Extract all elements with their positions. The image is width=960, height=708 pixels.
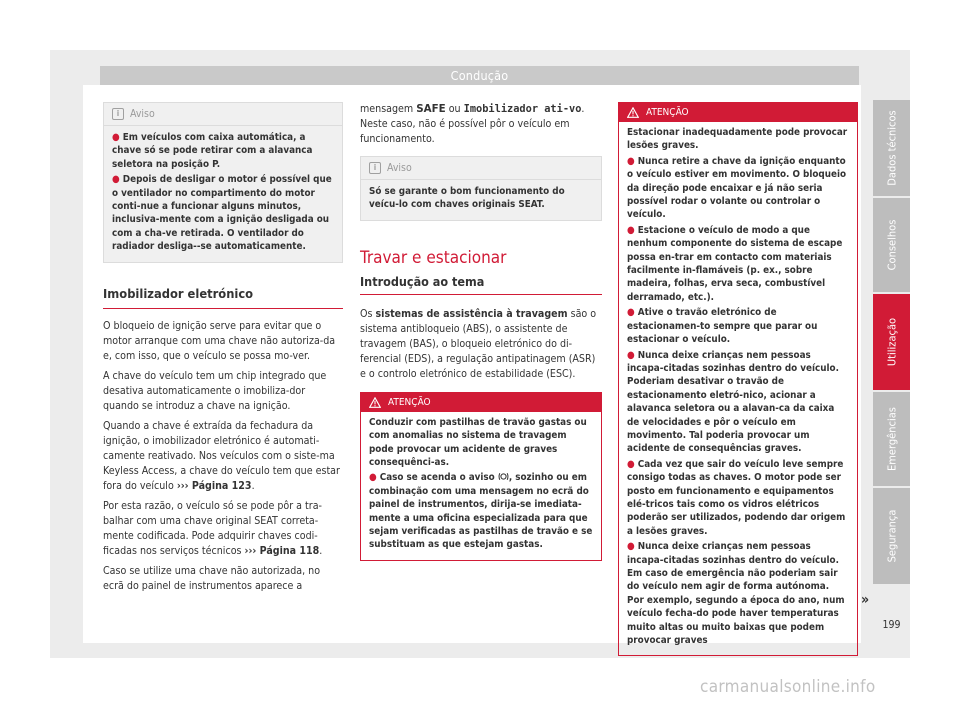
aviso-item: ● Depois de desligar o motor é possível que o ventilador no compartimento do motor conti-nue a funcionar alguns minutos, inclusiva-mente com a ignição desligada ou com a cha-ve retirada. O ventilador do radiador desliga--se automaticamente. <box>112 174 332 253</box>
info-icon: i <box>369 162 381 174</box>
atencao-title: ATENÇÃO <box>388 396 431 408</box>
paragraph: Quando a chave é extraída da fechadura da ignição, o imobilizador eletrónico é automati-camente reativado. Nos veículos com o siste-ma Keyless Access, a chave do veículo tem que estar fora do veículo ››› Página 123. <box>103 419 340 492</box>
aviso-body <box>361 179 601 220</box>
paragraph: O bloqueio de ignição serve para evitar que o motor arranque com uma chave não autoriza-da e, com isso, que o veículo se possa mo-ver. <box>103 319 336 362</box>
page-link[interactable]: ››› Página 123 <box>176 479 252 492</box>
atencao-title: ATENÇÃO <box>646 107 689 118</box>
warning-icon <box>369 397 381 408</box>
tab-emergencias[interactable]: Emergências <box>873 392 910 486</box>
continue-arrow-icon: » <box>861 592 870 608</box>
paragraph: Caso se utilize uma chave não autorizada, no ecrã do painel de instrumentos aparece a <box>103 564 321 592</box>
aviso-box <box>360 156 602 221</box>
tab-utilizacao[interactable]: Utilização <box>873 294 910 390</box>
subsection-title: Introdução ao tema <box>360 274 602 295</box>
paragraph: A chave do veículo tem um chip integrado que desativa automaticamente o imobiliza-dor quando se introduz a chave na ignição. <box>103 369 327 412</box>
atencao-intro: Conduzir com pastilhas de travão gastas ou com anomalias no sistema de travagem pode provocar um acidente de graves consequênci-as. <box>369 416 587 469</box>
column-2 <box>360 102 602 561</box>
atencao-item: ● Cada vez que sair do veículo leve sempre consigo todas as chaves. O motor pode ser posto em funcionamento e equipamentos elé-tricos tais como os vidros elétricos poderão ser utilizados, podendo dar origem a lesões graves. <box>627 458 846 537</box>
page-header-title: Condução <box>450 68 509 83</box>
warning-icon <box>627 107 639 118</box>
aviso-title: Aviso <box>130 107 155 120</box>
atencao-body <box>361 412 601 560</box>
atencao-item: ● Caso se acenda o aviso , sozinho ou em combinação com uma mensagem no ecrã do painel de instrumentos, dirija-se imediata-mente a uma oficina especializada para que sejam verificadas as pastilhas de travão e se substituam as que estejam gastas. <box>369 472 593 551</box>
page-link[interactable]: ››› Página 118 <box>244 544 320 557</box>
column-1 <box>103 102 343 599</box>
aviso-title: Aviso <box>387 161 412 174</box>
info-icon: i <box>112 108 124 120</box>
atencao-item: ● Ative o travão eletrónico de estacionamen-to sempre que parar ou estacionar o veículo. <box>627 307 818 346</box>
atencao-box <box>618 102 858 656</box>
aviso-header <box>361 157 601 179</box>
atencao-item: ● Estacione o veículo de modo a que nenhum componente do sistema de escape possa en-trar em contacto com materiais facilmente in-flamáveis (p. ex., sobre madeira, folhas, erva seca, combustível derramado, etc.). <box>627 224 843 303</box>
section-title-travar: Travar e estacionar <box>360 247 507 268</box>
paragraph: mensagem SAFE ou Imobilizador ati-vo. Neste caso, não é possível pôr o veículo em funcionamento. <box>360 103 585 145</box>
atencao-header <box>619 103 857 122</box>
aviso-text: Só se garante o bom funcionamento do veícu-lo com chaves originais SEAT. <box>369 186 565 211</box>
atencao-item: ● Nunca deixe crianças nem pessoas incapa-citadas sozinhas dentro do veículo. Poderiam desativar o travão de estacionamento eletró-nico, acionar a alavanca seletora ou a alavan-ca da caixa de velocidades e pôr o veículo em movimento. Tal poderia provocar um acidente de consequências graves. <box>627 349 839 455</box>
atencao-item: ● Nunca retire a chave da ignição enquanto o veículo estiver em movimento. O bloqueio da direção pode encaixar e já não seria possível rodar o volante ou controlar o veículo. <box>627 155 847 221</box>
aviso-header <box>104 103 342 125</box>
atencao-box <box>360 392 602 561</box>
tab-conselhos[interactable]: Conselhos <box>873 198 910 292</box>
column-3 <box>618 102 858 656</box>
aviso-body <box>104 125 342 262</box>
paragraph: Por esta razão, o veículo só se pode pôr a tra-balhar com uma chave original SEAT correta-mente codificada. Pode adquirir chaves codi-ficadas nos serviços técnicos ››› Página 118. <box>103 499 323 557</box>
aviso-box <box>103 102 343 263</box>
paragraph: Os sistemas de assistência à travagem são o sistema antibloqueio (ABS), o assistente de travagem (BAS), o bloqueio eletrónico do di-ferencial (EDS), a regulação antipatinagem (ASR) e o controlo eletrónico de estabilidade (ESC). <box>360 307 597 380</box>
watermark: carmanualsonline.info <box>700 677 876 697</box>
atencao-item: ● Nunca deixe crianças nem pessoas incapa-citadas sozinhas dentro do veículo. Em caso de emergência não poderiam sair do veículo nem agir de forma autónoma. Por exemplo, segundo a época do ano, num veículo fecha-do pode haver temperaturas muito altas ou muito baixas que podem provocar graves <box>627 541 845 647</box>
brake-warning-icon <box>498 472 509 481</box>
atencao-body <box>619 122 857 655</box>
atencao-header <box>361 393 601 412</box>
atencao-intro: Estacionar inadequadamente pode provocar lesões graves. <box>627 127 848 152</box>
tab-seguranca[interactable]: Segurança <box>873 488 910 584</box>
tab-dados-tecnicos[interactable]: Dados técnicos <box>873 100 910 196</box>
aviso-item: ● Em veículos com caixa automática, a chave só se pode retirar com a alavanca seletora na posição P. <box>112 132 313 170</box>
section-title-imobilizador: Imobilizador eletrónico <box>103 287 343 309</box>
page-number: 199 <box>882 619 901 631</box>
